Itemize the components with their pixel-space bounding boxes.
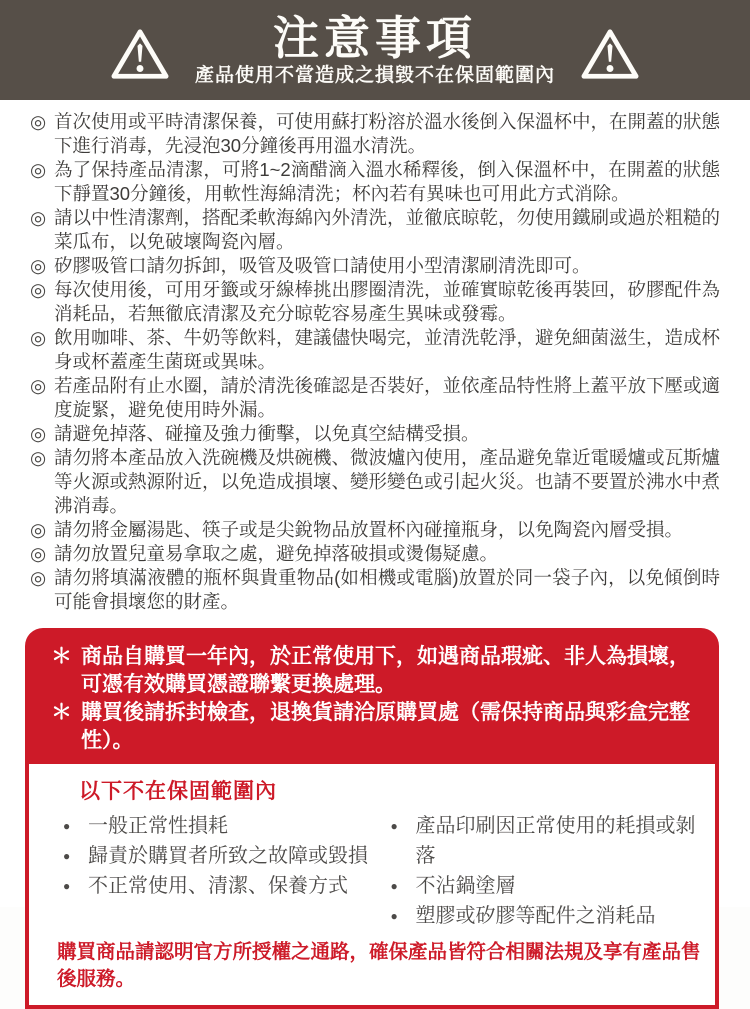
note-text: 每次使用後，可用牙籤或牙線棒挑出膠圈清洗，並確實晾乾後再裝回，矽膠配件為消耗品，若無徹底清潔及充分晾乾容易產生異味或發霉。 bbox=[54, 279, 721, 324]
exclusion-text: 歸責於購買者所致之故障或毀損 bbox=[88, 845, 368, 867]
warranty-notes bbox=[25, 628, 719, 764]
exclusion-item bbox=[63, 871, 391, 901]
dot-bullet-icon: ● bbox=[63, 879, 71, 893]
note-text: 請勿將本產品放入洗碗機及烘碗機、微波爐內使用，產品避免靠近電暖爐或瓦斯爐等火源或熱源附近，以免造成損壞、變形變色或引起火災。也請不要置於沸水中煮沸消毒。 bbox=[54, 447, 721, 516]
dot-bullet-icon: ● bbox=[390, 879, 398, 893]
exclusions-columns bbox=[29, 811, 715, 931]
warning-triangle-icon bbox=[579, 27, 641, 83]
note-bullet-icon: ◎ bbox=[30, 159, 47, 180]
note-text: 為了保持產品清潔，可將1~2滴醋滴入溫水稀釋後，倒入保溫杯中，在開蓋的狀態下靜置30分鐘後，用軟性海綿清洗；杯內若有異味也可用此方式消除。 bbox=[54, 159, 720, 204]
warranty-text: 購買後請拆封檢查，退換貨請洽原購買處（需保持商品與彩盒完整性）。 bbox=[81, 701, 690, 752]
warranty-text: 商品自購買一年內，於正常使用下，如遇商品瑕疵、非人為損壞，可憑有效購買憑證聯繫更換處理。 bbox=[81, 645, 690, 696]
note-item bbox=[30, 566, 720, 614]
official-channel-notice: 購買商品請認明官方所授權之通路，確保產品皆符合相關法規及享有產品售後服務。 bbox=[57, 941, 701, 990]
note-item bbox=[30, 206, 720, 254]
exclusion-text: 不沾鍋塗層 bbox=[415, 875, 516, 897]
exclusions-box bbox=[25, 764, 719, 1009]
note-bullet-icon: ◎ bbox=[30, 279, 47, 300]
note-text: 請勿放置兒童易拿取之處，避免掉落破損或燙傷疑慮。 bbox=[54, 543, 499, 564]
exclusion-item bbox=[63, 811, 391, 841]
note-bullet-icon: ◎ bbox=[30, 543, 47, 564]
exclusions-title: 以下不在保固範圍內 bbox=[79, 780, 277, 803]
exclusions-left-column bbox=[63, 811, 391, 931]
note-bullet-icon: ◎ bbox=[30, 375, 47, 396]
warranty-panel bbox=[25, 628, 719, 1009]
note-text: 請避免掉落、碰撞及強力衝擊，以免真空結構受損。 bbox=[54, 423, 480, 444]
note-bullet-icon: ◎ bbox=[30, 519, 47, 540]
asterisk-bullet-icon: ＊ bbox=[51, 645, 72, 668]
exclusion-item bbox=[391, 811, 716, 871]
note-item bbox=[30, 158, 720, 206]
exclusion-text: 產品印刷因正常使用的耗損或剝落 bbox=[415, 815, 696, 867]
asterisk-bullet-icon: ＊ bbox=[51, 701, 72, 724]
note-bullet-icon: ◎ bbox=[30, 567, 47, 588]
note-text: 請勿將填滿液體的瓶杯與貴重物品(如相機或電腦)放置於同一袋子內，以免傾倒時可能會損壞您的財產。 bbox=[54, 567, 720, 612]
header-subtitle: 產品使用不當造成之損毀不在保固範圍內 bbox=[194, 64, 555, 86]
warranty-item bbox=[51, 699, 699, 755]
note-item bbox=[30, 422, 720, 446]
warranty-item bbox=[51, 643, 699, 699]
note-text: 請勿將金屬湯匙、筷子或是尖銳物品放置杯內碰撞瓶身，以免陶瓷內層受損。 bbox=[54, 519, 684, 540]
dot-bullet-icon: ● bbox=[63, 819, 71, 833]
note-text: 飲用咖啡、茶、牛奶等飲料，建議儘快喝完，並清洗乾淨，避免細菌滋生，造成杯身或杯蓋產生菌斑或異味。 bbox=[54, 327, 721, 372]
note-item bbox=[30, 278, 720, 326]
note-item bbox=[30, 326, 720, 374]
note-text: 矽膠吸管口請勿拆卸，吸管及吸管口請使用小型清潔刷清洗即可。 bbox=[54, 255, 591, 276]
exclusion-text: 一般正常性損耗 bbox=[88, 815, 228, 837]
header bbox=[0, 0, 750, 100]
note-item bbox=[30, 446, 720, 518]
exclusion-item bbox=[63, 841, 391, 871]
note-bullet-icon: ◎ bbox=[30, 111, 47, 132]
note-item bbox=[30, 254, 720, 278]
note-item bbox=[30, 374, 720, 422]
exclusion-text: 不正常使用、清潔、保養方式 bbox=[88, 875, 348, 897]
note-item bbox=[30, 110, 720, 158]
page-title: 注意事項 bbox=[272, 10, 477, 65]
dot-bullet-icon: ● bbox=[390, 819, 398, 833]
note-bullet-icon: ◎ bbox=[30, 207, 47, 228]
note-bullet-icon: ◎ bbox=[30, 327, 47, 348]
note-text: 請以中性清潔劑，搭配柔軟海綿內外清洗，並徹底晾乾，勿使用鐵刷或過於粗糙的菜瓜布，以免破壞陶瓷內層。 bbox=[54, 207, 721, 252]
exclusion-item bbox=[391, 871, 716, 901]
warning-triangle-icon bbox=[109, 27, 171, 83]
note-bullet-icon: ◎ bbox=[30, 255, 47, 276]
note-bullet-icon: ◎ bbox=[30, 423, 47, 444]
exclusion-text: 塑膠或矽膠等配件之消耗品 bbox=[415, 905, 656, 927]
note-text: 若產品附有止水圈，請於清洗後確認是否裝好，並依產品特性將上蓋平放下壓或適度旋緊，避免使用時外漏。 bbox=[54, 375, 721, 420]
note-bullet-icon: ◎ bbox=[30, 447, 47, 468]
note-text: 首次使用或平時清潔保養，可使用蘇打粉溶於溫水後倒入保溫杯中，在開蓋的狀態下進行消毒，先浸泡30分鐘後再用溫水清洗。 bbox=[54, 111, 721, 156]
dot-bullet-icon: ● bbox=[63, 849, 71, 863]
exclusions-right-column bbox=[391, 811, 716, 931]
dot-bullet-icon: ● bbox=[390, 909, 398, 923]
note-item bbox=[30, 542, 720, 566]
note-item bbox=[30, 518, 720, 542]
notes-list bbox=[0, 100, 750, 614]
exclusion-item bbox=[391, 901, 716, 931]
header-text bbox=[194, 10, 555, 87]
